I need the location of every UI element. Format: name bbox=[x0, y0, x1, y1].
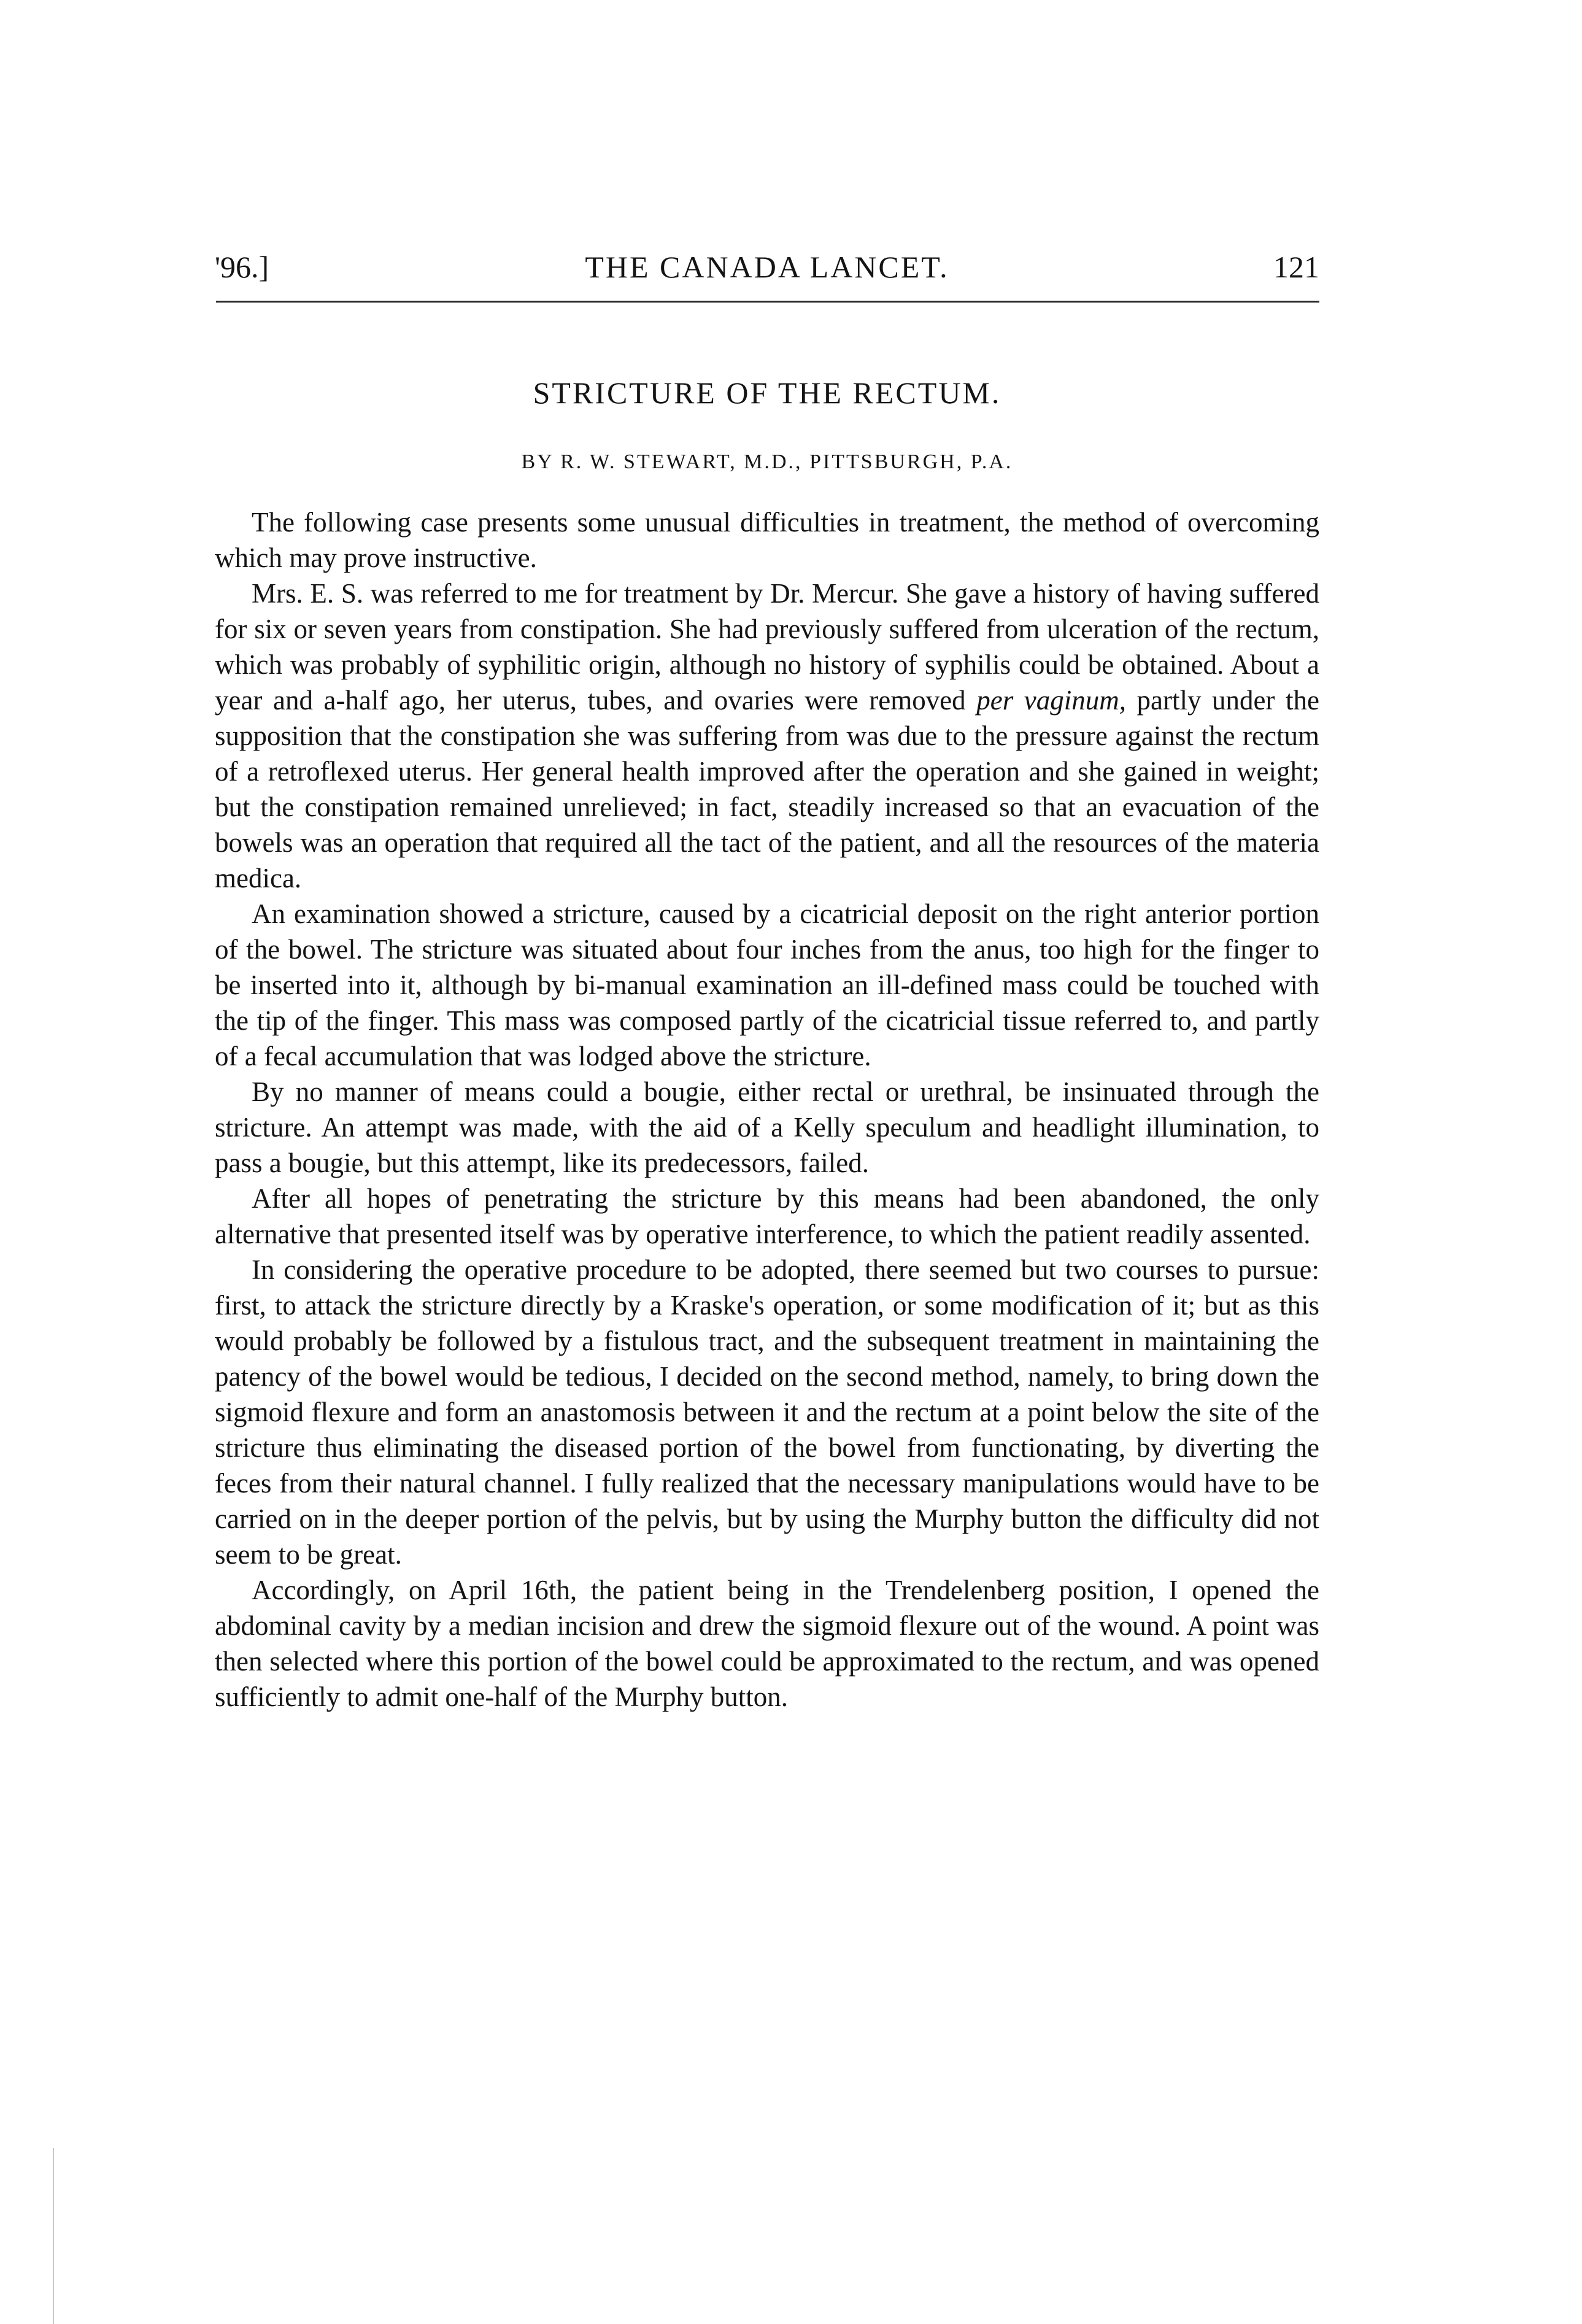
article-byline: BY R. W. STEWART, M.D., PITTSBURGH, P.A. bbox=[521, 450, 1013, 473]
running-head-volume: '96.] bbox=[215, 250, 269, 284]
page-number: 121 bbox=[1273, 250, 1319, 284]
header-rule bbox=[216, 301, 1319, 303]
binding-edge-line bbox=[53, 2148, 54, 2324]
paragraph-2-italic-phrase: per vaginum, bbox=[976, 685, 1126, 716]
running-head bbox=[215, 245, 1319, 288]
paragraph-3: An examination showed a stricture, caused by a cicatricial deposit on the right anterior portion of the bowel. The stricture was situated about four inches from the anus, too high for the finger to be inserted into it, although by bi-manual examination an ill-defined mass could be touched with the tip of the finger. This mass was composed partly of the cicatricial tissue referred to, and partly of a fecal accumulation that was lodged above the stricture. bbox=[215, 898, 1319, 1071]
paragraph-2 bbox=[215, 576, 1319, 896]
paragraph-1: The following case presents some unusual difficulties in treatment, the method of overcoming which may prove instructive. bbox=[215, 507, 1319, 573]
journal-title: THE CANADA LANCET. bbox=[585, 250, 949, 284]
article-body bbox=[215, 504, 1319, 1715]
paragraph-5: After all hopes of penetrating the stricture by this means had been abandoned, the only alternative that presented itself was by operative interference, to which the patient readily assented. bbox=[215, 1183, 1319, 1249]
paragraph-6: In considering the operative procedure to be adopted, there seemed but two courses to pursue: first, to attack the stricture directly by a Kraske's operation, or some modification of it; but as this would probably be followed by a fistulous tract, and the subsequent treatment in maintaining the patency of the bowel would be tedious, I decided on the second method, namely, to bring down the sigmoid flexure and form an anastomosis between it and the rectum at a point below the site of the stricture thus eliminating the diseased portion of the bowel from functionating, by diverting the feces from their natural channel. I fully realized that the necessary manipulations would have to be carried on in the deeper portion of the pelvis, but by using the Murphy button the difficulty did not seem to be great. bbox=[215, 1254, 1319, 1570]
paragraph-4: By no manner of means could a bougie, either rectal or urethral, be insinuated through the stricture. An attempt was made, with the aid of a Kelly speculum and headlight illumination, to pass a bougie, but this attempt, like its predecessors, failed. bbox=[215, 1076, 1319, 1178]
paragraph-7: Accordingly, on April 16th, the patient being in the Trendelenberg position, I opened the abdominal cavity by a median incision and drew the sigmoid flexure out of the wound. A point was then selected where this portion of the bowel could be approximated to the rectum, and was opened sufficiently to admit one-half of the Murphy button. bbox=[215, 1575, 1319, 1712]
paragraph-2-text-after: partly under the supposition that the constipation she was suffering from was due to the pressure against the rectum of a retroflexed uterus. Her general health improved after the operation and she gained in weight; but the constipation remained unrelieved; in fact, steadily increased so that an evacuation of the bowels was an operation that required all the tact of the patient, and all the resources of the materia medica. bbox=[215, 685, 1320, 894]
article-title: STRICTURE OF THE RECTUM. bbox=[533, 376, 1001, 410]
paragraph-2-text-before: Mrs. E. S. was referred to me for treatment by Dr. Mercur. She gave a history of having suffered for six or seven years from constipation. She had previously suffered from ulceration of the rectum, which was probably of syphilitic origin, although no history of syphilis could be obtained. About a year and a-half ago, her uterus, tubes, and ovaries were removed bbox=[215, 578, 1319, 716]
